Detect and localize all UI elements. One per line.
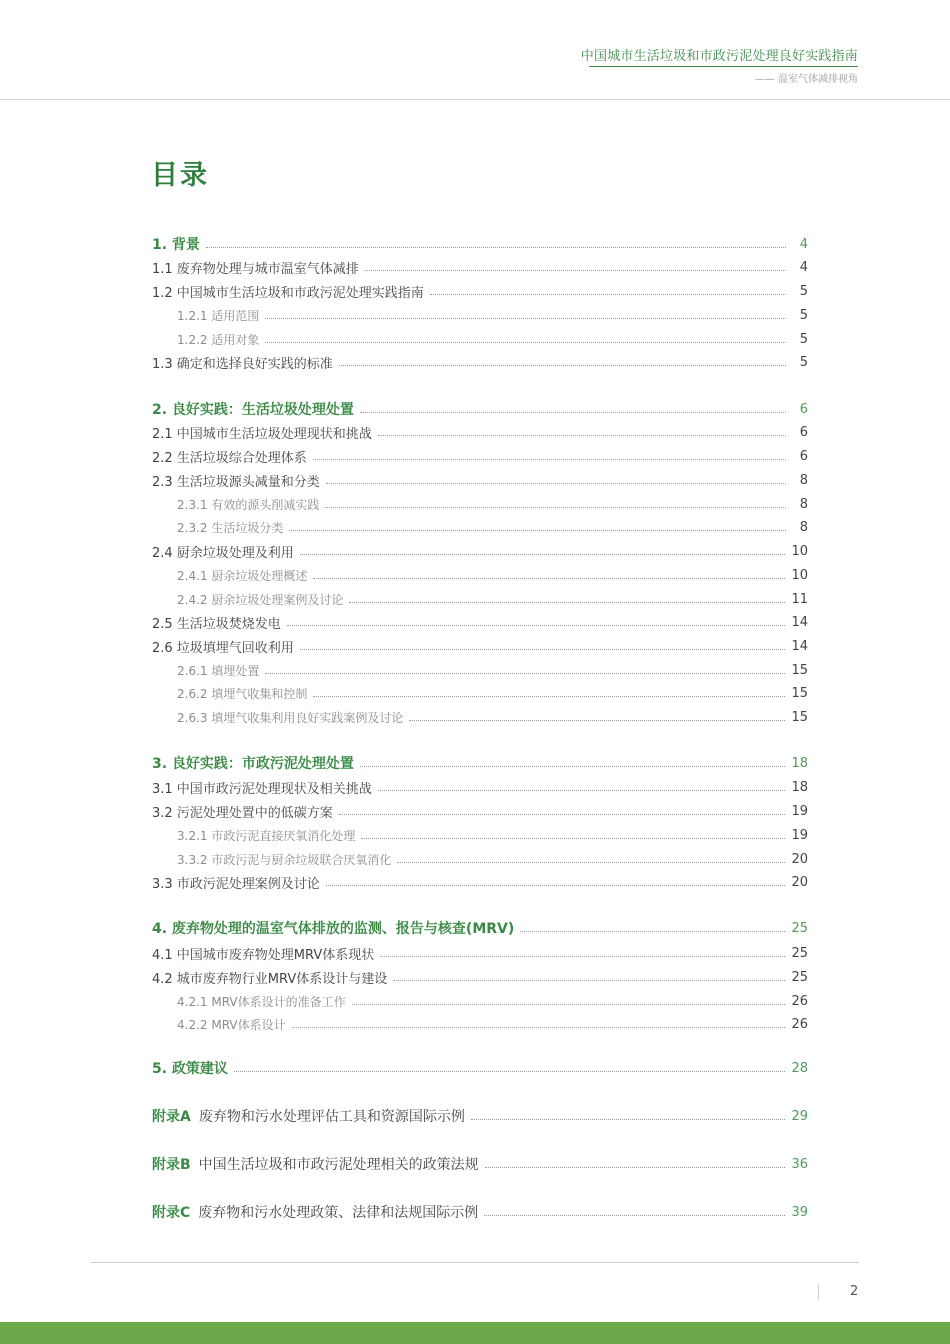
toc-entry-title: [152, 944, 374, 963]
toc-entry-label: 附录B: [152, 1157, 191, 1173]
toc-page-number: 25: [791, 945, 808, 961]
dot-leader: [325, 507, 786, 508]
toc-page-number: 5: [799, 331, 808, 347]
toc-entry[interactable]: [152, 990, 808, 1012]
toc-entry-title: [177, 709, 403, 726]
toc-entry[interactable]: [152, 564, 808, 586]
toc-entry-title: [152, 258, 359, 277]
toc-entry-title: [152, 1106, 465, 1126]
toc-entry-title: [177, 662, 259, 679]
toc-entry-title: [152, 968, 387, 987]
toc-page-number: 18: [791, 755, 808, 771]
toc-entry-title: [152, 1058, 228, 1078]
toc-entry[interactable]: [152, 752, 808, 774]
toc-entry-label: 2.5 生活垃圾焚烧发电: [152, 616, 281, 632]
dot-leader: [365, 270, 786, 271]
dot-leader: [313, 696, 785, 697]
dot-leader: [430, 294, 786, 295]
dot-leader: [349, 602, 785, 603]
dot-leader: [484, 1215, 785, 1216]
toc-page-number: 20: [791, 874, 808, 890]
toc-entry-label: 2. 良好实践：生活垃圾处理处置: [152, 402, 354, 418]
toc-entry[interactable]: [152, 304, 808, 326]
toc-entry-label: 1.2.1 适用范围: [177, 308, 260, 323]
toc-entry-title: [177, 1016, 286, 1033]
toc-entry-label: 附录C: [152, 1205, 191, 1221]
toc-entry-title: [152, 234, 200, 254]
toc-entry-title: [152, 447, 307, 466]
toc-page-number: 5: [799, 354, 808, 370]
toc-entry-label: 5. 政策建议: [152, 1061, 228, 1077]
toc-entry-label: 3.2.1 市政污泥直接厌氧消化处理: [177, 828, 356, 843]
toc-entry-label: 4.2 城市废弃物行业MRV体系设计与建设: [152, 971, 388, 987]
dot-leader: [300, 649, 786, 650]
toc-entry-label: 2.6.2 填埋气收集和控制: [177, 686, 308, 701]
dot-leader: [265, 318, 786, 319]
toc-page-number: 39: [791, 1204, 808, 1220]
toc-entry-title: [177, 496, 319, 513]
dot-leader: [360, 412, 786, 413]
toc-entry-label: 4.2.2 MRV体系设计: [177, 1017, 286, 1032]
dot-leader: [361, 838, 785, 839]
toc-page-number: 15: [791, 685, 808, 701]
toc-entry[interactable]: [152, 540, 808, 562]
toc-entry[interactable]: [152, 848, 808, 870]
dot-leader: [265, 673, 785, 674]
footer-color-band: [0, 1322, 950, 1344]
dot-leader: [265, 342, 786, 343]
toc-entry[interactable]: [152, 493, 808, 515]
dot-leader: [352, 1004, 786, 1005]
toc-entry[interactable]: [152, 516, 808, 538]
toc-entry[interactable]: [152, 611, 808, 633]
toc-entry-title: [152, 353, 333, 372]
dot-leader: [397, 862, 785, 863]
toc-page-number: 4: [799, 236, 808, 252]
toc-page-number: 15: [791, 662, 808, 678]
toc-entry-title: [152, 613, 281, 632]
toc-entry-description: 中国生活垃圾和市政污泥处理相关的政策法规: [198, 1157, 479, 1173]
footer-divider: [91, 1262, 859, 1263]
toc-entry[interactable]: [152, 706, 808, 728]
dot-leader: [339, 814, 786, 815]
toc-entry-label: 1.3 确定和选择良好实践的标准: [152, 356, 333, 372]
toc-page-number: 11: [791, 591, 808, 607]
toc-page-number: 36: [791, 1156, 808, 1172]
toc-entry-label: 2.6.1 填埋处置: [177, 663, 260, 678]
dot-leader: [313, 578, 785, 579]
header-subtitle: —— 温室气体减排视角: [754, 74, 858, 85]
toc-page-number: 6: [799, 448, 808, 464]
dot-leader: [234, 1071, 786, 1072]
toc-entry-title: [152, 1154, 479, 1174]
dot-leader: [292, 1027, 786, 1028]
dot-leader: [206, 247, 786, 248]
toc-entry-title: [177, 827, 355, 844]
toc-page-number: 10: [791, 567, 808, 583]
toc-page-number: 26: [791, 993, 808, 1009]
toc-entry[interactable]: [152, 421, 808, 443]
dot-leader: [409, 720, 785, 721]
toc-entry-label: 2.4 厨余垃圾处理及利用: [152, 545, 294, 561]
toc-entry-title: [152, 753, 354, 773]
toc-entry[interactable]: [152, 233, 808, 255]
toc-entry[interactable]: [152, 469, 808, 491]
toc-entry[interactable]: [152, 328, 808, 350]
page-number: 2: [850, 1284, 859, 1299]
toc-entry[interactable]: [152, 351, 808, 373]
toc-entry[interactable]: [152, 917, 808, 939]
toc-entry-title: [177, 307, 259, 324]
toc-entry-label: 3.1 中国市政污泥处理现状及相关挑战: [152, 781, 372, 797]
toc-page-number: 8: [799, 472, 808, 488]
toc-entry-label: 1.2 中国城市生活垃圾和市政污泥处理实践指南: [152, 285, 424, 301]
dot-leader: [485, 1167, 786, 1168]
toc-entry-label: 3. 良好实践：市政污泥处理处置: [152, 756, 354, 772]
toc-entry-title: [177, 685, 307, 702]
dot-leader: [393, 980, 785, 981]
table-of-contents: [152, 0, 808, 1344]
toc-entry-label: 2.6 垃圾填埋气回收利用: [152, 640, 294, 656]
toc-entry-label: 2.1 中国城市生活垃圾处理现状和挑战: [152, 426, 372, 442]
toc-page-number: 8: [799, 496, 808, 512]
dot-leader: [471, 1119, 786, 1120]
toc-entry-description: 废弃物和污水处理评估工具和资源国际示例: [198, 1109, 465, 1125]
toc-entry[interactable]: [152, 1013, 808, 1035]
toc-entry-title: [177, 519, 283, 536]
toc-page-number: 25: [791, 920, 808, 936]
toc-page-number: 25: [791, 969, 808, 985]
toc-page-number: 4: [799, 259, 808, 275]
dot-leader: [289, 530, 786, 531]
toc-entry-title: [152, 399, 354, 419]
toc-entry-title: [152, 873, 320, 892]
toc-entry-label: 4.1 中国城市废弃物处理MRV体系现状: [152, 947, 375, 963]
toc-entry[interactable]: [152, 1153, 808, 1175]
toc-entry-label: 2.3 生活垃圾源头减量和分类: [152, 474, 320, 490]
dot-leader: [360, 766, 786, 767]
toc-title: 目录: [151, 160, 209, 191]
footer-separator: [818, 1284, 819, 1300]
dot-leader: [313, 459, 786, 460]
dot-leader: [378, 790, 786, 791]
toc-entry-label: 2.3.2 生活垃圾分类: [177, 520, 284, 535]
toc-entry-title: [152, 423, 372, 442]
toc-entry-title: [177, 591, 343, 608]
toc-entry-label: 2.6.3 填埋气收集利用良好实践案例及讨论: [177, 710, 404, 725]
toc-page-number: 26: [791, 1016, 808, 1032]
toc-page-number: 20: [791, 851, 808, 867]
toc-entry-title: [152, 918, 514, 938]
toc-entry-label: 2.4.2 厨余垃圾处理案例及讨论: [177, 592, 344, 607]
toc-entry-label: 3.3 市政污泥处理案例及讨论: [152, 876, 320, 892]
toc-page-number: 28: [791, 1060, 808, 1076]
toc-page-number: 19: [791, 827, 808, 843]
toc-entry-title: [152, 778, 372, 797]
toc-entry[interactable]: [152, 1057, 808, 1079]
toc-entry-label: 2.3.1 有效的源头削减实践: [177, 497, 320, 512]
toc-entry[interactable]: [152, 256, 808, 278]
toc-entry-label: 4.2.1 MRV体系设计的准备工作: [177, 994, 346, 1009]
toc-entry-title: [177, 851, 391, 868]
dot-leader: [520, 931, 785, 932]
toc-page-number: 6: [799, 401, 808, 417]
toc-entry-title: [177, 993, 346, 1010]
dot-leader: [287, 625, 786, 626]
dot-leader: [380, 956, 785, 957]
toc-page-number: 5: [799, 283, 808, 299]
toc-page-number: 5: [799, 307, 808, 323]
toc-entry-label: 2.2 生活垃圾综合处理体系: [152, 450, 307, 466]
header-title: 中国城市生活垃圾和市政污泥处理良好实践指南: [580, 49, 858, 64]
dot-leader: [378, 435, 786, 436]
toc-page-number: 10: [791, 543, 808, 559]
toc-entry[interactable]: [152, 588, 808, 610]
toc-entry-title: [152, 802, 333, 821]
dot-leader: [339, 365, 786, 366]
toc-entry-title: [152, 637, 294, 656]
toc-entry-label: 3.2 污泥处理处置中的低碳方案: [152, 805, 333, 821]
toc-page-number: 29: [791, 1108, 808, 1124]
toc-entry[interactable]: [152, 280, 808, 302]
toc-entry[interactable]: [152, 776, 808, 798]
toc-entry-label: 1.1 废弃物处理与城市温室气体减排: [152, 261, 359, 277]
toc-entry-title: [177, 331, 259, 348]
toc-entry-label: 3.3.2 市政污泥与厨余垃圾联合厌氧消化: [177, 852, 392, 867]
toc-page-number: 18: [791, 779, 808, 795]
toc-entry[interactable]: [152, 445, 808, 467]
toc-entry-label: 2.4.1 厨余垃圾处理概述: [177, 568, 308, 583]
toc-entry[interactable]: [152, 1201, 808, 1223]
toc-entry[interactable]: [152, 398, 808, 420]
toc-entry-label: 1. 背景: [152, 237, 200, 253]
dot-leader: [326, 885, 786, 886]
toc-entry-title: [152, 1202, 478, 1222]
toc-entry[interactable]: [152, 659, 808, 681]
toc-entry[interactable]: [152, 1105, 808, 1127]
toc-entry-title: [152, 542, 294, 561]
toc-page-number: 14: [791, 638, 808, 654]
toc-page-number: 19: [791, 803, 808, 819]
toc-entry[interactable]: [152, 824, 808, 846]
toc-page-number: 14: [791, 614, 808, 630]
toc-entry[interactable]: [152, 682, 808, 704]
toc-entry[interactable]: [152, 800, 808, 822]
dot-leader: [326, 483, 786, 484]
toc-entry[interactable]: [152, 942, 808, 964]
toc-entry-title: [177, 567, 307, 584]
toc-entry-label: 4. 废弃物处理的温室气体排放的监测、报告与核查(MRV): [152, 921, 515, 937]
dot-leader: [300, 554, 786, 555]
toc-entry-title: [152, 282, 424, 301]
toc-entry[interactable]: [152, 635, 808, 657]
toc-entry-label: 1.2.2 适用对象: [177, 332, 260, 347]
toc-entry[interactable]: [152, 871, 808, 893]
toc-entry[interactable]: [152, 966, 808, 988]
toc-entry-title: [152, 471, 320, 490]
toc-entry-description: 废弃物和污水处理政策、法律和法规国际示例: [198, 1205, 479, 1221]
toc-page-number: 8: [799, 519, 808, 535]
toc-page-number: 6: [799, 424, 808, 440]
toc-entry-label: 附录A: [152, 1109, 191, 1125]
toc-page-number: 15: [791, 709, 808, 725]
